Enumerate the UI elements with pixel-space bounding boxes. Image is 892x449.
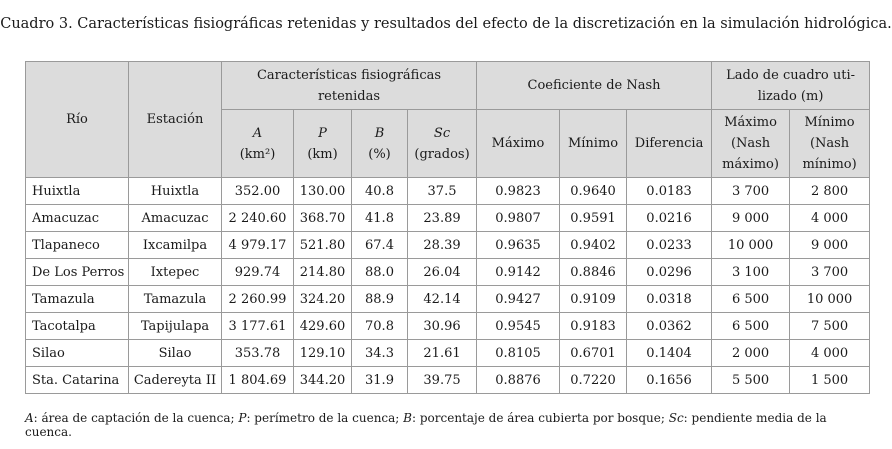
cell-nash-dif: 0.0296	[627, 259, 712, 286]
cell-nash-max: 0.9635	[477, 232, 560, 259]
cell-b: 88.0	[352, 259, 408, 286]
cell-b: 34.3	[352, 340, 408, 367]
cell-rio: Huixtla	[26, 178, 129, 205]
cell-lado-min: 9 000	[790, 232, 870, 259]
cell-estacion: Tapijulapa	[129, 313, 222, 340]
cell-p: 368.70	[294, 205, 352, 232]
cell-lado-max: 3 100	[712, 259, 790, 286]
cell-a: 2 260.99	[222, 286, 294, 313]
cell-rio: Tamazula	[26, 286, 129, 313]
header-sc	[408, 110, 477, 178]
header-group-nash: Coeficiente de Nash	[477, 62, 712, 110]
header-a	[222, 110, 294, 178]
cell-lado-min: 7 500	[790, 313, 870, 340]
footnote-b-text: : porcentaje de área cubierta por bosque;	[412, 411, 669, 425]
cell-sc: 21.61	[408, 340, 477, 367]
cell-estacion: Silao	[129, 340, 222, 367]
table-footnote	[25, 411, 875, 439]
cell-b: 88.9	[352, 286, 408, 313]
header-lado-line1: Lado de cuadro uti-	[726, 67, 855, 83]
cell-nash-dif: 0.0233	[627, 232, 712, 259]
header-b-unit: (%)	[368, 146, 391, 162]
table-row	[26, 340, 870, 367]
cell-lado-max: 9 000	[712, 205, 790, 232]
cell-lado-min: 1 500	[790, 367, 870, 394]
table-caption: Cuadro 3. Características fisiográficas retenidas y resultados del efecto de la discretización en la simulación hidrológica.	[0, 16, 892, 32]
header-estacion: Estación	[129, 62, 222, 178]
cell-a: 353.78	[222, 340, 294, 367]
header-lado-minimo-line3: mínimo)	[802, 157, 857, 172]
footnote-sc-text: : pendiente media de la cuenca.	[25, 411, 827, 439]
header-group-lado-cuadro	[712, 62, 870, 110]
header-lado-maximo	[712, 110, 790, 178]
footnote-a-symbol: A	[25, 411, 34, 425]
cell-nash-min: 0.9591	[560, 205, 627, 232]
cell-lado-max: 10 000	[712, 232, 790, 259]
cell-nash-dif: 0.1656	[627, 367, 712, 394]
cell-nash-max: 0.9142	[477, 259, 560, 286]
cell-nash-dif: 0.0362	[627, 313, 712, 340]
cell-sc: 30.96	[408, 313, 477, 340]
cell-nash-max: 0.9545	[477, 313, 560, 340]
header-lado-minimo-line2: (Nash	[809, 136, 850, 151]
cell-lado-max: 5 500	[712, 367, 790, 394]
header-lado-maximo-line2: (Nash	[730, 136, 771, 151]
cell-a: 352.00	[222, 178, 294, 205]
cell-nash-max: 0.8105	[477, 340, 560, 367]
cell-p: 521.80	[294, 232, 352, 259]
cell-nash-max: 0.8876	[477, 367, 560, 394]
cell-sc: 26.04	[408, 259, 477, 286]
cell-estacion: Ixtepec	[129, 259, 222, 286]
cell-p: 129.10	[294, 340, 352, 367]
header-a-unit: (km²)	[239, 146, 276, 162]
cell-estacion: Ixcamilpa	[129, 232, 222, 259]
header-maximo: Máximo	[477, 110, 560, 178]
cell-nash-min: 0.8846	[560, 259, 627, 286]
cell-nash-dif: 0.0318	[627, 286, 712, 313]
header-diferencia: Diferencia	[627, 110, 712, 178]
cell-nash-min: 0.6701	[560, 340, 627, 367]
cell-nash-min: 0.9640	[560, 178, 627, 205]
cell-b: 40.8	[352, 178, 408, 205]
cell-nash-max: 0.9823	[477, 178, 560, 205]
cell-lado-min: 3 700	[790, 259, 870, 286]
header-p	[294, 110, 352, 178]
cell-estacion: Cadereyta II	[129, 367, 222, 394]
cell-a: 3 177.61	[222, 313, 294, 340]
header-sc-symbol: Sc	[433, 125, 451, 141]
cell-nash-min: 0.9183	[560, 313, 627, 340]
header-lado-minimo-line1: Mínimo	[804, 115, 855, 130]
cell-b: 41.8	[352, 205, 408, 232]
cell-nash-min: 0.9109	[560, 286, 627, 313]
cell-nash-dif: 0.0216	[627, 205, 712, 232]
cell-lado-min: 2 800	[790, 178, 870, 205]
cell-rio: Tlapaneco	[26, 232, 129, 259]
cell-lado-min: 10 000	[790, 286, 870, 313]
cell-nash-dif: 0.1404	[627, 340, 712, 367]
header-p-unit: (km)	[307, 146, 338, 162]
cell-p: 214.80	[294, 259, 352, 286]
cell-lado-min: 4 000	[790, 205, 870, 232]
cell-nash-min: 0.9402	[560, 232, 627, 259]
cell-sc: 42.14	[408, 286, 477, 313]
footnote-sc-symbol: Sc	[668, 411, 684, 425]
cell-nash-max: 0.9427	[477, 286, 560, 313]
cell-nash-max: 0.9807	[477, 205, 560, 232]
header-group-fisiograficas: Características fisiográficas retenidas	[222, 62, 477, 110]
cell-nash-dif: 0.0183	[627, 178, 712, 205]
cell-p: 344.20	[294, 367, 352, 394]
header-b	[352, 110, 408, 178]
table-row	[26, 178, 870, 205]
cell-a: 929.74	[222, 259, 294, 286]
cell-rio: Amacuzac	[26, 205, 129, 232]
header-a-symbol: A	[252, 125, 263, 141]
footnote-a-text: : área de captación de la cuenca;	[33, 411, 239, 425]
footnote-b-symbol: B	[403, 411, 412, 425]
header-minimo: Mínimo	[560, 110, 627, 178]
cell-a: 2 240.60	[222, 205, 294, 232]
cell-sc: 39.75	[408, 367, 477, 394]
cell-b: 67.4	[352, 232, 408, 259]
cell-sc: 28.39	[408, 232, 477, 259]
header-rio: Río	[26, 62, 129, 178]
cell-sc: 23.89	[408, 205, 477, 232]
cell-p: 429.60	[294, 313, 352, 340]
cell-lado-max: 6 500	[712, 313, 790, 340]
table-row	[26, 367, 870, 394]
table-row	[26, 232, 870, 259]
header-p-symbol: P	[318, 125, 327, 141]
cell-rio: Silao	[26, 340, 129, 367]
table-row	[26, 286, 870, 313]
table-row	[26, 205, 870, 232]
data-table	[25, 61, 870, 394]
cell-p: 130.00	[294, 178, 352, 205]
header-lado-maximo-line3: máximo)	[722, 157, 779, 172]
cell-lado-max: 2 000	[712, 340, 790, 367]
cell-b: 70.8	[352, 313, 408, 340]
cell-estacion: Amacuzac	[129, 205, 222, 232]
cell-lado-max: 6 500	[712, 286, 790, 313]
cell-a: 4 979.17	[222, 232, 294, 259]
cell-rio: De Los Perros	[26, 259, 129, 286]
header-lado-line2: lizado (m)	[757, 88, 824, 104]
footnote-p-text: : perímetro de la cuenca;	[246, 411, 404, 425]
cell-estacion: Huixtla	[129, 178, 222, 205]
cell-lado-max: 3 700	[712, 178, 790, 205]
cell-b: 31.9	[352, 367, 408, 394]
table-row	[26, 313, 870, 340]
cell-rio: Sta. Catarina	[26, 367, 129, 394]
header-b-symbol: B	[374, 125, 385, 141]
header-sc-unit: (grados)	[414, 146, 470, 162]
header-lado-minimo	[790, 110, 870, 178]
cell-estacion: Tamazula	[129, 286, 222, 313]
table-row	[26, 259, 870, 286]
cell-p: 324.20	[294, 286, 352, 313]
cell-lado-min: 4 000	[790, 340, 870, 367]
cell-sc: 37.5	[408, 178, 477, 205]
cell-nash-min: 0.7220	[560, 367, 627, 394]
header-lado-maximo-line1: Máximo	[724, 115, 777, 130]
cell-a: 1 804.69	[222, 367, 294, 394]
cell-rio: Tacotalpa	[26, 313, 129, 340]
footnote-p-symbol: P	[238, 411, 247, 425]
